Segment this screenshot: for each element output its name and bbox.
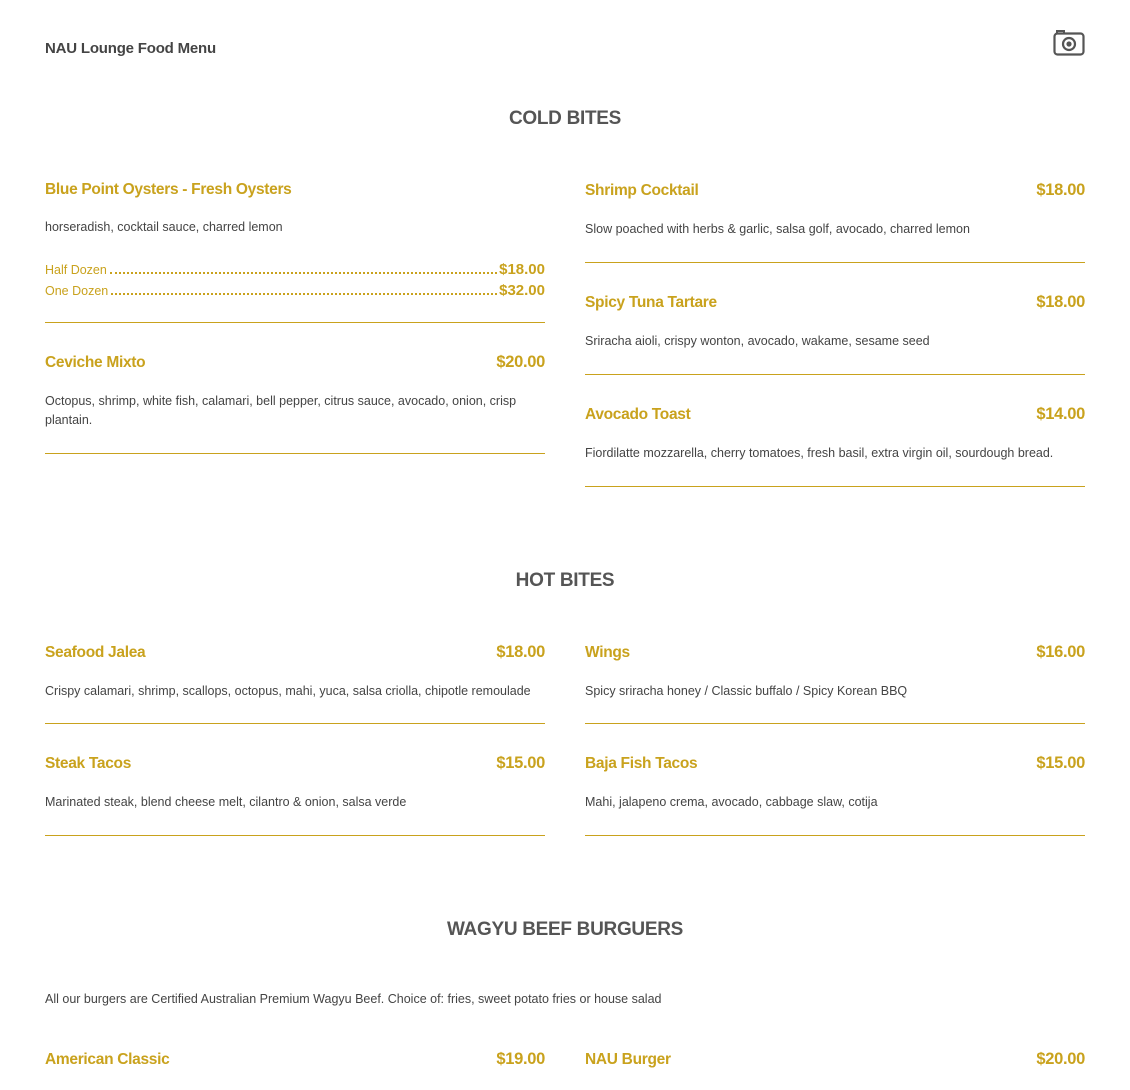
item-name: Baja Fish Tacos	[585, 755, 698, 772]
menu-item-ceviche	[45, 354, 545, 430]
item-name: NAU Burger	[585, 1051, 671, 1068]
price-option-one-dozen	[45, 282, 545, 302]
item-description: horseradish, cocktail sauce, charred lemon	[45, 220, 283, 234]
item-price: $15.00	[1036, 754, 1085, 772]
divider	[45, 835, 545, 836]
menu-item-wings	[585, 644, 1085, 701]
item-name: Avocado Toast	[585, 406, 691, 423]
item-description: Octopus, shrimp, white fish, calamari, bell pepper, citrus sauce, avocado, onion, crisp plantain.	[45, 394, 517, 427]
divider	[585, 723, 1085, 724]
item-name: Blue Point Oysters - Fresh Oysters	[45, 181, 292, 198]
divider	[45, 453, 545, 454]
item-name: Ceviche Mixto	[45, 354, 146, 371]
item-name: Spicy Tuna Tartare	[585, 294, 717, 311]
camera-icon[interactable]	[1053, 28, 1085, 56]
menu-item-steak-tacos	[45, 755, 545, 812]
menu-item-oysters	[45, 181, 545, 237]
page-header	[45, 28, 1085, 68]
section-title-hot-bites: HOT BITES	[515, 570, 615, 591]
item-description: Spicy sriracha honey / Classic buffalo / Spicy Korean BBQ	[585, 684, 908, 698]
dot-leader	[111, 292, 497, 295]
page-title: NAU Lounge Food Menu	[45, 40, 216, 57]
divider	[585, 486, 1085, 487]
option-price: $18.00	[499, 261, 545, 278]
section-title-wagyu-burgers: WAGYU BEEF BURGUERS	[446, 919, 684, 940]
item-price: $20.00	[496, 353, 545, 371]
menu-item-avocado-toast	[585, 406, 1085, 463]
item-price: $18.00	[1036, 181, 1085, 199]
menu-item-spicy-tuna-tartare	[585, 294, 1085, 351]
divider	[585, 374, 1085, 375]
price-option-half-dozen	[45, 261, 545, 281]
item-name: Seafood Jalea	[45, 644, 146, 661]
item-description: Sriracha aioli, crispy wonton, avocado, wakame, sesame seed	[585, 334, 930, 348]
item-name: American Classic	[45, 1051, 170, 1068]
item-description: Marinated steak, blend cheese melt, cilantro & onion, salsa verde	[45, 795, 407, 809]
menu-item-seafood-jalea	[45, 644, 545, 701]
menu-item-nau-burger	[585, 1051, 1085, 1075]
item-name: Wings	[585, 644, 630, 661]
item-description: Slow poached with herbs & garlic, salsa golf, avocado, charred lemon	[585, 222, 970, 236]
dot-leader	[110, 271, 497, 274]
item-price: $18.00	[496, 643, 545, 661]
menu-item-baja-fish-tacos	[585, 755, 1085, 812]
burgers-note: All our burgers are Certified Australian Premium Wagyu Beef. Choice of: fries, sweet potato fries or house salad	[45, 992, 662, 1006]
menu-item-shrimp-cocktail	[585, 182, 1085, 239]
section-title-cold-bites: COLD BITES	[508, 108, 622, 129]
divider	[45, 723, 545, 724]
item-description: Fiordilatte mozzarella, cherry tomatoes, fresh basil, extra virgin oil, sourdough bread.	[585, 446, 1054, 460]
item-description: Crispy calamari, shrimp, scallops, octopus, mahi, yuca, salsa criolla, chipotle remoulade	[45, 684, 531, 698]
item-price: $19.00	[496, 1050, 545, 1068]
divider	[45, 322, 545, 323]
item-price: $14.00	[1036, 405, 1085, 423]
divider	[585, 262, 1085, 263]
item-price: $16.00	[1036, 643, 1085, 661]
item-price: $15.00	[496, 754, 545, 772]
item-description: Mahi, jalapeno crema, avocado, cabbage slaw, cotija	[585, 795, 878, 809]
item-price: $18.00	[1036, 293, 1085, 311]
menu-item-american-classic	[45, 1051, 545, 1075]
option-label: One Dozen	[45, 284, 109, 298]
option-price: $32.00	[499, 282, 545, 299]
item-name: Steak Tacos	[45, 755, 132, 772]
item-price: $20.00	[1036, 1050, 1085, 1068]
item-name: Shrimp Cocktail	[585, 182, 699, 199]
divider	[585, 835, 1085, 836]
option-label: Half Dozen	[45, 263, 107, 277]
